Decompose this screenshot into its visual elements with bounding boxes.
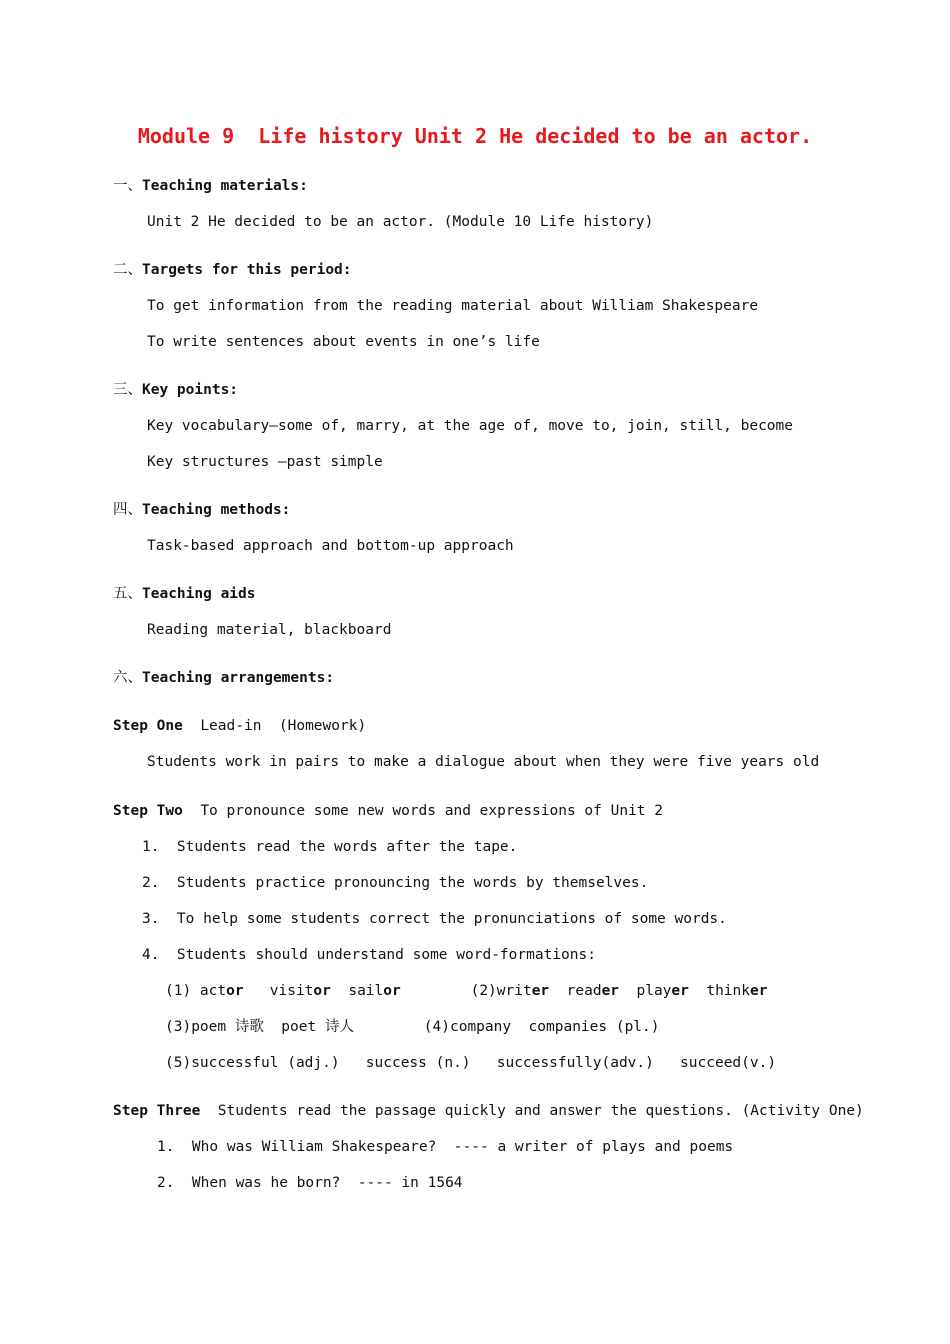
word: poet xyxy=(263,1019,325,1035)
chinese-gloss: 诗人 xyxy=(324,1019,354,1035)
section-number: 二、 xyxy=(113,262,142,278)
word-formation-row: (5)successful (adj.) success (n.) successfully(adv.) succeed(v.) xyxy=(165,1055,777,1071)
word-stem: (1) act xyxy=(165,983,227,999)
list-item: 1. Who was William Shakespeare? ---- a writer of plays and poems xyxy=(157,1139,734,1155)
section-number: 五、 xyxy=(113,586,142,602)
word-stem: read xyxy=(549,983,602,999)
chinese-gloss: 诗歌 xyxy=(234,1019,264,1035)
list-item: 1. Students read the words after the tape. xyxy=(142,839,518,855)
word-suffix: er xyxy=(531,983,550,999)
list-item: 4. Students should understand some word-formations: xyxy=(142,947,596,963)
word-stem: visit xyxy=(243,983,314,999)
section-heading xyxy=(113,380,238,400)
section-text: Task-based approach and bottom-up approach xyxy=(147,538,514,554)
word-suffix: or xyxy=(226,983,244,999)
step-label: Step Three xyxy=(113,1103,201,1119)
list-item: 2. Students practice pronouncing the words by themselves. xyxy=(142,875,649,891)
section-text: Unit 2 He decided to be an actor. (Module 10 Life history) xyxy=(147,214,654,230)
word-stem: play xyxy=(619,983,672,999)
step-title: Lead-in (Homework) xyxy=(200,718,367,734)
list-item: 2. When was he born? ---- in 1564 xyxy=(157,1175,463,1191)
word-suffix: er xyxy=(671,983,689,999)
word-formation-row xyxy=(165,981,767,1001)
section-heading xyxy=(113,668,334,688)
section-label: Teaching methods: xyxy=(142,502,291,518)
word-suffix: er xyxy=(750,983,768,999)
section-label: Teaching aids xyxy=(142,586,256,602)
step-heading xyxy=(113,801,663,821)
step-heading xyxy=(113,716,366,736)
word-stem: think xyxy=(688,983,750,999)
list-item: 3. To help some students correct the pronunciations of some words. xyxy=(142,911,727,927)
step-label: Step Two xyxy=(113,803,183,819)
section-heading xyxy=(113,176,308,196)
section-label: Targets for this period: xyxy=(142,262,352,278)
step-label: Step One xyxy=(113,718,183,734)
document-title: Module 9 Life history Unit 2 He decided to be an actor. xyxy=(137,124,813,148)
step-heading xyxy=(113,1101,864,1121)
section-label: Teaching materials: xyxy=(142,178,308,194)
word: (3)poem xyxy=(165,1019,235,1035)
word-formation-row xyxy=(165,1017,660,1037)
section-number: 四、 xyxy=(113,502,142,518)
word: (4)company companies (pl.) xyxy=(353,1019,660,1035)
section-label: Teaching arrangements: xyxy=(142,670,335,686)
step-title: To pronounce some new words and expressions of Unit 2 xyxy=(200,803,663,819)
step-title: Students read the passage quickly and answer the questions. (Activity One) xyxy=(217,1103,864,1119)
word-suffix: er xyxy=(601,983,620,999)
section-text: Key vocabulary—some of, marry, at the age of, move to, join, still, become xyxy=(147,418,794,434)
section-number: 三、 xyxy=(113,382,142,398)
word-stem: (2)writ xyxy=(400,983,532,999)
section-heading xyxy=(113,260,352,280)
section-heading xyxy=(113,584,256,604)
section-number: 六、 xyxy=(113,670,142,686)
word-stem: sail xyxy=(330,983,384,999)
section-text: Key structures —past simple xyxy=(147,454,383,470)
section-text: Reading material, blackboard xyxy=(147,622,392,638)
section-heading xyxy=(113,500,290,520)
section-text: To get information from the reading material about William Shakespeare xyxy=(147,298,759,314)
section-label: Key points: xyxy=(142,382,239,398)
step-text: Students work in pairs to make a dialogue about when they were five years old xyxy=(147,754,820,770)
word-suffix: or xyxy=(313,983,331,999)
word-suffix: or xyxy=(383,983,401,999)
section-text: To write sentences about events in one’s life xyxy=(147,334,540,350)
section-number: 一、 xyxy=(113,178,142,194)
